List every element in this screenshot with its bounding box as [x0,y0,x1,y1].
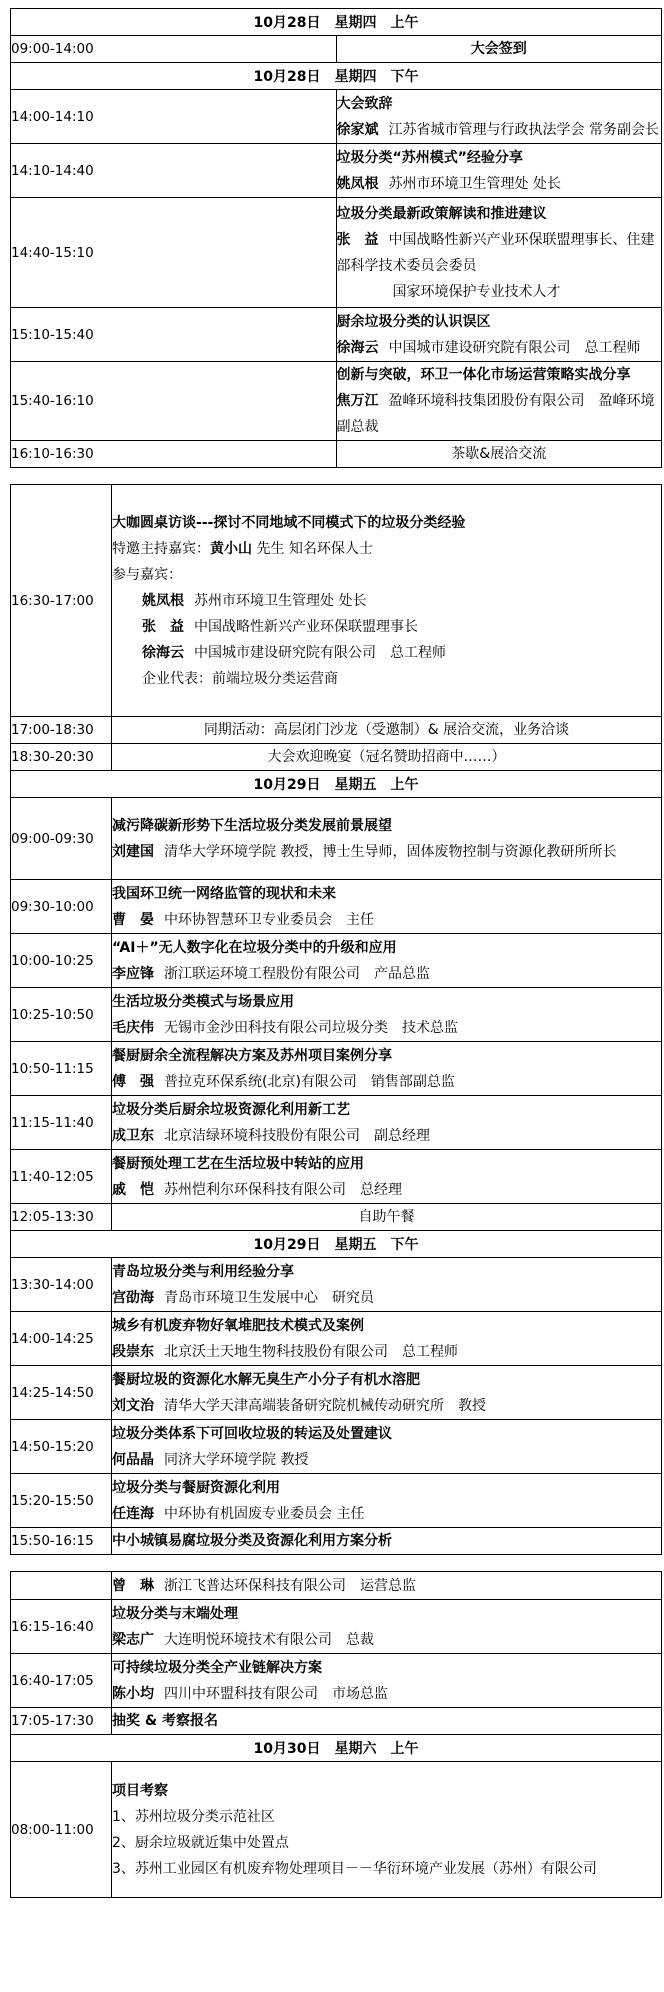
talk-title: 减污降碳新形势下生活垃圾分类发展前景展望 [112,817,392,834]
talk-title: 可持续垃圾分类全产业链解决方案 [112,1659,322,1676]
guest-name: 姚凤根 [142,592,184,609]
table-row [11,1572,662,1600]
time-cell: 10:00-10:25 [11,934,112,988]
speaker-org: 苏州市环境卫生管理处 处长 [388,175,561,192]
table-row [11,798,662,880]
talk-title: 我国环卫统一网络监管的现状和未来 [112,885,336,902]
table-row [11,1420,662,1474]
host-name: 黄小山 [210,540,252,557]
talk-title: “AI＋”无人数字化在垃圾分类中的升级和应用 [112,939,397,956]
speaker-org: 无锡市金沙田科技有限公司垃圾分类 技术总监 [164,1019,458,1036]
break-text: 茶歇&展洽交流 [336,441,662,468]
time-cell [11,1572,112,1600]
time-cell: 15:50-16:15 [11,1528,112,1555]
speaker-org: 盈峰环境科技集团股份有限公司 盈峰环境副总裁 [336,393,655,435]
table-row [11,1762,662,1898]
speaker-org: 大连明悦环境技术有限公司 总裁 [164,1631,374,1648]
table-row [11,1600,662,1654]
speaker-extra: 国家环境保护专业技术人才 [392,283,561,300]
time-cell: 09:00-09:30 [11,798,112,880]
table-row [11,988,662,1042]
speaker-name: 何品晶 [112,1451,154,1468]
speaker-org: 中国城市建设研究院有限公司 总工程师 [388,339,641,356]
session-text: 大会欢迎晚宴（冠名赞助招商中……） [112,744,662,771]
table-row [11,485,662,717]
speaker-org: 北京洁绿环境科技股份有限公司 副总经理 [164,1127,430,1144]
talk-title: 垃圾分类后厨余垃圾资源化利用新工艺 [112,1101,350,1118]
talk-title: 城乡有机废弃物好氧堆肥技术模式及案例 [112,1317,364,1334]
table-row [11,308,662,362]
host-label: 特邀主持嘉宾： [112,540,210,557]
speaker-name: 傅 强 [112,1073,154,1090]
guest-name: 徐海云 [142,644,184,661]
time-cell: 16:30-17:00 [11,485,112,717]
speaker-name: 任连海 [112,1505,154,1522]
speaker-org: 四川中环盟科技有限公司 市场总监 [164,1685,388,1702]
agenda [10,8,662,1898]
table-row [11,1366,662,1420]
speaker-org: 中国战略性新兴产业环保联盟理事长、住建部科学技术委员会委员 [336,231,655,274]
speaker-org: 中环协智慧环卫专业委员会 主任 [164,911,374,928]
speaker-name: 姚凤根 [336,175,379,192]
speaker-name: 焦万江 [336,393,379,409]
host-desc: 先生 知名环保人士 [256,540,373,557]
table-row [11,1708,662,1735]
speaker-name: 戚 恺 [112,1181,154,1198]
time-cell: 18:30-20:30 [11,744,112,771]
time-cell: 09:00-14:00 [11,36,337,63]
award-text: 抽奖 & 考察报名 [112,1708,662,1735]
list-item: 2、厨余垃圾就近集中处置点 [112,1834,289,1851]
roundtable-title: 大咖圆桌访谈---探讨不同地域不同模式下的垃圾分类经验 [112,514,466,531]
speaker-org: 苏州恺利尔环保科技有限公司 总经理 [164,1181,402,1198]
time-cell: 11:15-11:40 [11,1096,112,1150]
table-row [11,1528,662,1555]
speaker-name: 徐家斌 [336,121,379,138]
talk-title: 垃圾分类“苏州模式”经验分享 [336,149,523,166]
speaker-org: 青岛市环境卫生发展中心 研究员 [164,1289,374,1306]
speaker-name: 陈小均 [112,1685,154,1702]
table-row [11,717,662,744]
table-row [11,744,662,771]
session-title: 大会签到 [336,36,662,63]
time-cell: 08:00-11:00 [11,1762,112,1898]
speaker-name: 梁志广 [112,1631,154,1648]
speaker-org: 浙江飞普达环保科技有限公司 运营总监 [164,1577,416,1594]
day-header: 10月29日 星期五 上午 [11,771,662,798]
talk-title: 厨余垃圾分类的认识误区 [336,313,491,330]
day-header: 10月30日 星期六 上午 [11,1735,662,1762]
table-row [11,362,662,441]
agenda-block-day3 [10,1571,662,1898]
speaker-name: 毛庆伟 [112,1019,154,1036]
day-header: 10月29日 星期五 下午 [11,1231,662,1258]
guest-name: 张 益 [142,618,184,635]
time-cell: 10:50-11:15 [11,1042,112,1096]
time-cell: 14:25-14:50 [11,1366,112,1420]
talk-title: 青岛垃圾分类与利用经验分享 [112,1263,294,1280]
table-row [11,934,662,988]
time-cell: 15:20-15:50 [11,1474,112,1528]
time-cell: 14:00-14:25 [11,1312,112,1366]
speaker-org: 同济大学环境学院 教授 [164,1451,309,1468]
time-cell: 11:40-12:05 [11,1150,112,1204]
talk-title: 创新与突破，环卫一体化市场运营策略实战分享 [336,367,631,383]
time-cell: 16:10-16:30 [11,441,337,468]
lunch-text: 自助午餐 [112,1204,662,1231]
table-row [11,1474,662,1528]
talk-title: 餐厨厨余全流程解决方案及苏州项目案例分享 [112,1047,392,1064]
speaker-org: 清华大学天津高端装备研究院机械传动研究所 教授 [164,1397,486,1414]
talk-title: 垃圾分类最新政策解读和推进建议 [336,205,547,222]
day-header: 10月28日 星期四 上午 [11,9,662,36]
time-cell: 14:10-14:40 [11,144,337,198]
guests-label: 参与嘉宾： [112,566,182,583]
enterprise-rep: 企业代表：前端垃圾分类运营商 [142,670,338,687]
talk-title: 中小城镇易腐垃圾分类及资源化利用方案分析 [112,1528,662,1555]
time-cell: 17:00-18:30 [11,717,112,744]
time-cell: 13:30-14:00 [11,1258,112,1312]
talk-title: 垃圾分类与餐厨资源化利用 [112,1479,280,1496]
table-row [11,1096,662,1150]
table-row [11,1150,662,1204]
time-cell: 14:00-14:10 [11,90,337,144]
talk-title: 餐厨预处理工艺在生活垃圾中转站的应用 [112,1155,364,1172]
speaker-name: 张 益 [336,231,379,248]
time-cell: 09:30-10:00 [11,880,112,934]
speaker-name: 成卫东 [112,1127,154,1144]
table-row [11,198,662,308]
table-row [11,1042,662,1096]
time-cell: 14:40-15:10 [11,198,337,308]
agenda-block-day2 [10,484,662,1555]
time-cell: 17:05-17:30 [11,1708,112,1735]
table-row [11,880,662,934]
speaker-org: 中环协有机固废专业委员会 主任 [164,1505,365,1522]
speaker-org: 普拉克环保系统(北京)有限公司 销售部副总监 [164,1073,455,1090]
session-text: 同期活动：高层闭门沙龙（受邀制）& 展洽交流，业务洽谈 [112,717,662,744]
list-item: 1、苏州垃圾分类示范社区 [112,1808,275,1825]
time-cell: 14:50-15:20 [11,1420,112,1474]
day-header: 10月28日 星期四 下午 [11,63,662,90]
speaker-org: 浙江联运环境工程股份有限公司 产品总监 [164,965,430,982]
speaker-name: 徐海云 [336,339,379,356]
time-cell: 10:25-10:50 [11,988,112,1042]
speaker-name: 刘文治 [112,1397,154,1414]
speaker-org: 江苏省城市管理与行政执法学会 常务副会长 [388,121,659,138]
table-row [11,1312,662,1366]
time-cell: 12:05-13:30 [11,1204,112,1231]
guest-org: 中国城市建设研究院有限公司 总工程师 [194,644,446,661]
table-row [11,441,662,468]
visit-title: 项目考察 [112,1782,168,1799]
speaker-org: 清华大学环境学院 教授，博士生导师，固体废物控制与资源化教研所所长 [164,843,617,860]
speaker-org: 北京沃土天地生物科技股份有限公司 总工程师 [164,1343,458,1360]
talk-title: 餐厨垃圾的资源化水解无臭生产小分子有机水溶肥 [112,1371,420,1388]
time-cell: 16:15-16:40 [11,1600,112,1654]
talk-title: 大会致辞 [336,95,393,112]
guest-org: 苏州市环境卫生管理处 处长 [194,592,367,609]
agenda-block-day1 [10,8,662,468]
table-row [11,144,662,198]
talk-title: 垃圾分类体系下可回收垃圾的转运及处置建议 [112,1425,392,1442]
speaker-name: 曹 晏 [112,911,154,928]
table-row [11,1258,662,1312]
talk-title: 生活垃圾分类模式与场景应用 [112,993,294,1010]
speaker-name: 刘建国 [112,843,154,860]
table-row [11,1204,662,1231]
list-item: 3、苏州工业园区有机废弃物处理项目－－华衍环境产业发展（苏州）有限公司 [112,1860,597,1877]
guest-org: 中国战略性新兴产业环保联盟理事长 [194,618,418,635]
speaker-name: 李应锋 [112,965,154,982]
table-row [11,90,662,144]
time-cell: 15:40-16:10 [11,362,337,441]
speaker-name: 曾 琳 [112,1577,154,1594]
table-row [11,1654,662,1708]
speaker-name: 段崇东 [112,1343,154,1360]
talk-title: 垃圾分类与末端处理 [112,1605,238,1622]
speaker-name: 宫劭海 [112,1289,154,1306]
time-cell: 16:40-17:05 [11,1654,112,1708]
time-cell: 15:10-15:40 [11,308,337,362]
